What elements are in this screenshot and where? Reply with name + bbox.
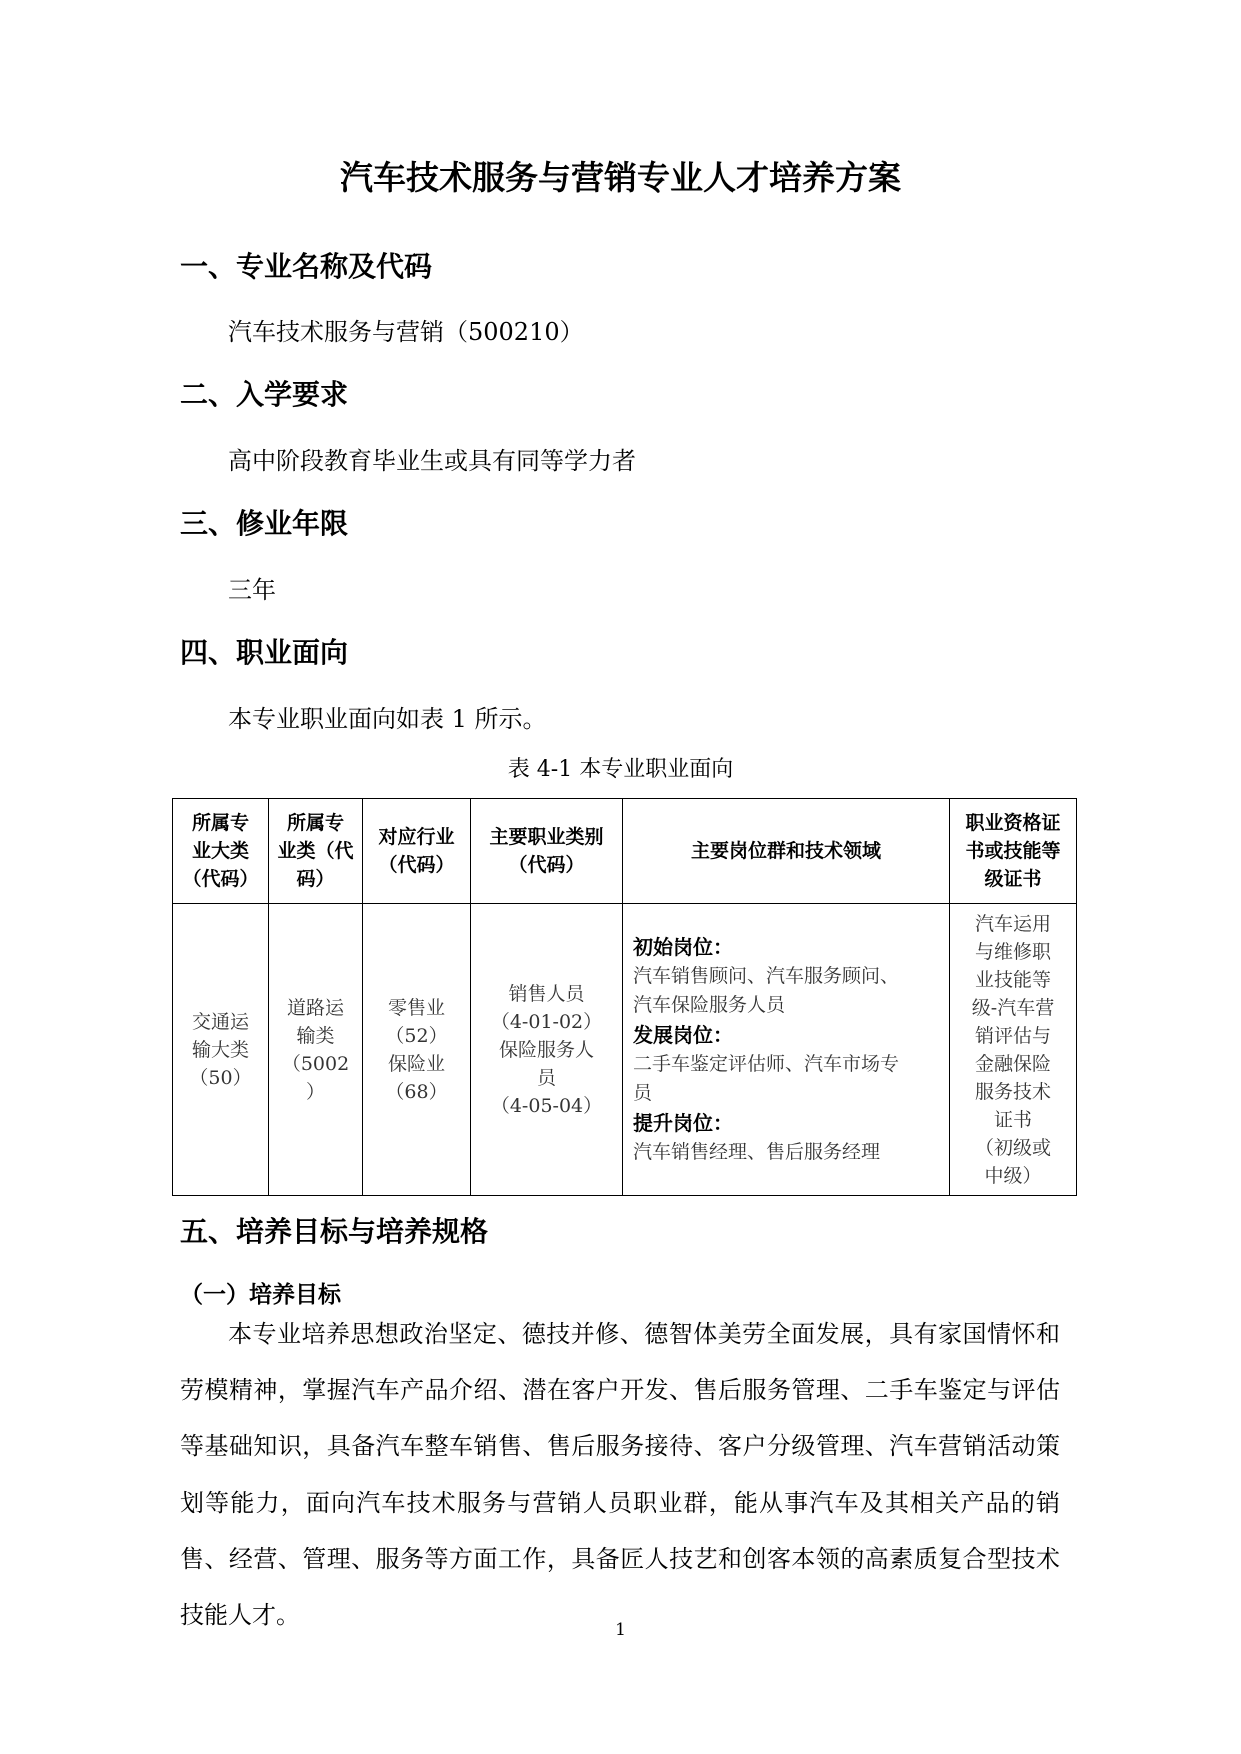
cell-text: 零售业 [387, 996, 445, 1019]
cell-text: 与维修职 [974, 940, 1051, 963]
header-certificates [950, 799, 1077, 904]
header-major-category [173, 799, 269, 904]
initial-post-line: 汽车销售顾问、汽车服务顾问、 [633, 965, 900, 987]
cell-text: （5002 [281, 1052, 350, 1075]
header-major-class [269, 799, 363, 904]
header-posts [623, 799, 950, 904]
cell-text: 销售人员 [508, 982, 585, 1005]
cell-text: 保险业 [387, 1052, 445, 1075]
header-text: 对应行业 [378, 826, 455, 848]
cell-major-class [269, 904, 363, 1196]
header-text: （代码） [378, 854, 455, 876]
cell-text: 服务技术 [974, 1080, 1051, 1103]
develop-post-title: 发展岗位： [633, 1023, 733, 1047]
cell-posts [623, 904, 950, 1196]
promote-post-title: 提升岗位： [633, 1111, 733, 1135]
header-text: 码） [296, 868, 335, 890]
section-4-heading: 四、职业面向 [180, 636, 349, 669]
header-text: 级证书 [984, 868, 1042, 890]
header-text: 书或技能等 [965, 840, 1061, 862]
cell-certificates [950, 904, 1077, 1196]
cell-text: （4-01-02） [490, 1010, 603, 1033]
header-text: 业大类 [191, 840, 249, 862]
training-goal-paragraph: 本专业培养思想政治坚定、德技并修、德智体美劳全面发展，具有家国情怀和劳模精神，掌握汽车产品介绍、潜在客户开发、售后服务管理、二手车鉴定与评估等基础知识，具备汽车整车销售、售后服务接待、客户分级管理、汽车营销活动策划等能力，面向汽车技术服务与营销人员职业群，能从事汽车及其相关产品的销售、经营、管理、服务等方面工作，具备匠人技艺和创客本领的高素质复合型技术技能人才。 [180, 1320, 1060, 1630]
cell-industry [363, 904, 471, 1196]
header-text: （代码） [182, 868, 259, 890]
section-5-subheading: （一）培养目标 [180, 1282, 341, 1308]
header-text: （代码） [508, 854, 585, 876]
header-text: 职业资格证 [965, 812, 1061, 834]
cell-text: （50） [189, 1066, 252, 1089]
cell-text: （52） [385, 1024, 448, 1047]
cell-text: 交通运 [191, 1010, 249, 1033]
section-5-heading: 五、培养目标与培养规格 [180, 1215, 489, 1248]
cell-text: 输类 [296, 1024, 335, 1047]
header-text: 主要岗位群和技术领域 [690, 840, 881, 862]
header-occupation [471, 799, 623, 904]
section-1-text: 汽车技术服务与营销（500210） [228, 318, 584, 346]
develop-post-line: 二手车鉴定评估师、汽车市场专 [633, 1053, 900, 1075]
cell-text: 输大类 [191, 1038, 249, 1061]
header-text: 业类（代 [277, 840, 354, 862]
cell-text: 道路运 [286, 996, 344, 1019]
section-2-text: 高中阶段教育毕业生或具有同等学力者 [228, 447, 636, 475]
cell-text: 保险服务人 [498, 1038, 594, 1061]
cell-text: （初级或 [974, 1136, 1051, 1159]
cell-text: （68） [385, 1080, 448, 1103]
header-industry [363, 799, 471, 904]
document-title: 汽车技术服务与营销专业人才培养方案 [340, 158, 901, 197]
table-caption: 表 4-1 本专业职业面向 [507, 757, 734, 782]
section-1-heading: 一、专业名称及代码 [180, 250, 433, 283]
cell-text: 中级） [984, 1164, 1042, 1187]
section-3-text: 三年 [228, 576, 276, 604]
section-4-text: 本专业职业面向如表 1 所示。 [228, 705, 547, 733]
cell-text: 员 [536, 1066, 556, 1089]
cell-major-category [173, 904, 269, 1196]
header-text: 所属专 [286, 812, 344, 834]
promote-post-line: 汽车销售经理、售后服务经理 [633, 1141, 881, 1163]
cell-text: 汽车运用 [974, 912, 1051, 935]
cell-text: 证书 [993, 1108, 1032, 1131]
initial-post-title: 初始岗位： [633, 935, 733, 959]
cell-text: 金融保险 [974, 1052, 1051, 1075]
header-text: 主要职业类别 [489, 826, 604, 848]
header-text: 所属专 [191, 812, 249, 834]
occupation-table [172, 798, 1077, 1196]
table-row [173, 904, 1077, 1196]
cell-text: ） [305, 1080, 325, 1103]
cell-text: 级-汽车营 [971, 996, 1055, 1019]
section-2-heading: 二、入学要求 [180, 378, 349, 411]
section-3-heading: 三、修业年限 [180, 507, 349, 540]
cell-occupation [471, 904, 623, 1196]
cell-text: （4-05-04） [490, 1094, 603, 1117]
cell-text: 销评估与 [974, 1024, 1051, 1047]
cell-text: 业技能等 [974, 968, 1051, 991]
page-number: 1 [615, 1620, 626, 1640]
initial-post-line: 汽车保险服务人员 [633, 994, 786, 1016]
table-header-row [173, 799, 1077, 904]
develop-post-line: 员 [633, 1082, 653, 1104]
